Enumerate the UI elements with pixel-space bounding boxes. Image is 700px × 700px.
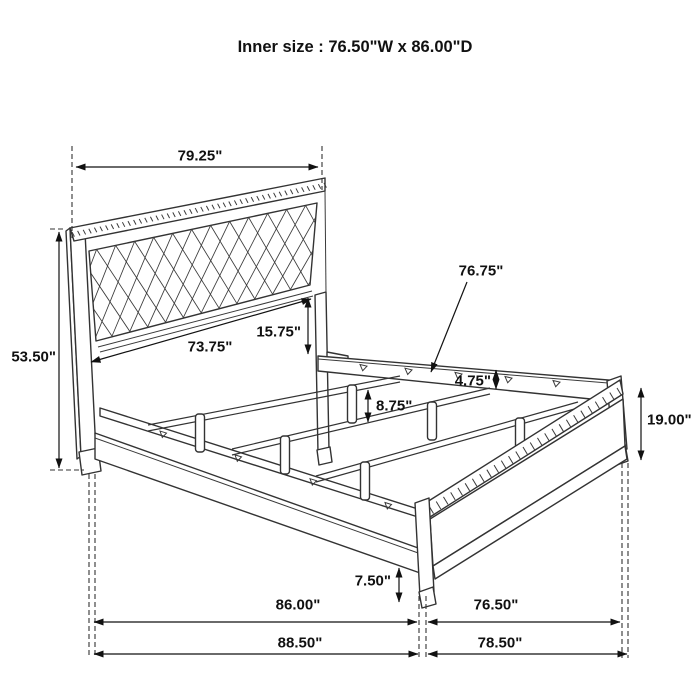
dim-rail-floor-clearance bbox=[355, 568, 399, 602]
tufting-line bbox=[326, 189, 382, 280]
tufting-line bbox=[325, 201, 362, 271]
dim-label-headboard-inner-width: 73.75" bbox=[187, 338, 233, 356]
dim-side-rail-length bbox=[431, 263, 503, 373]
tufting-line bbox=[23, 257, 59, 360]
footboard bbox=[415, 376, 628, 608]
tufting-line bbox=[344, 197, 380, 266]
dim-label-support-leg-height: 8.75" bbox=[376, 397, 413, 415]
dim-label-footboard-height: 19.00" bbox=[647, 411, 692, 429]
dim-label-headboard-width: 79.25" bbox=[177, 147, 223, 165]
tufting-line bbox=[382, 189, 416, 257]
headboard-right-edge bbox=[325, 191, 326, 293]
support-leg bbox=[348, 385, 357, 423]
dim-label-headboard-height: 53.50" bbox=[11, 348, 56, 366]
dim-label-inner-width: 76.50" bbox=[473, 596, 519, 614]
dim-side-rail-height bbox=[455, 370, 496, 390]
dim-label-panel-to-rail-gap: 15.75" bbox=[256, 323, 301, 341]
support-leg bbox=[281, 436, 290, 474]
slat-1 bbox=[148, 376, 400, 431]
support-leg bbox=[428, 402, 437, 440]
dim-label-side-rail-length: 76.75" bbox=[458, 262, 504, 280]
dim-label-overall-depth: 88.50" bbox=[277, 634, 323, 652]
slat-2 bbox=[232, 388, 490, 455]
page-title: Inner size : 76.50"W x 86.00"D bbox=[237, 38, 473, 56]
headboard-right-foot bbox=[317, 447, 332, 465]
dim-label-side-rail-height: 4.75" bbox=[454, 372, 491, 390]
dim-inner-width bbox=[428, 597, 620, 623]
dim-inner-depth bbox=[94, 597, 417, 623]
dim-label-inner-depth: 86.00" bbox=[275, 596, 321, 614]
dim-overall-width bbox=[428, 635, 627, 655]
support-leg bbox=[196, 414, 205, 452]
dim-label-rail-floor-clearance: 7.50" bbox=[354, 572, 391, 590]
headboard bbox=[0, 178, 416, 475]
dim-label-overall-width: 78.50" bbox=[477, 634, 523, 652]
tufting-line bbox=[363, 193, 398, 262]
dim-footboard-height bbox=[641, 388, 692, 460]
dim-panel-to-rail-gap bbox=[256, 298, 308, 354]
dim-overall-depth bbox=[94, 635, 418, 655]
support-leg bbox=[361, 462, 370, 500]
